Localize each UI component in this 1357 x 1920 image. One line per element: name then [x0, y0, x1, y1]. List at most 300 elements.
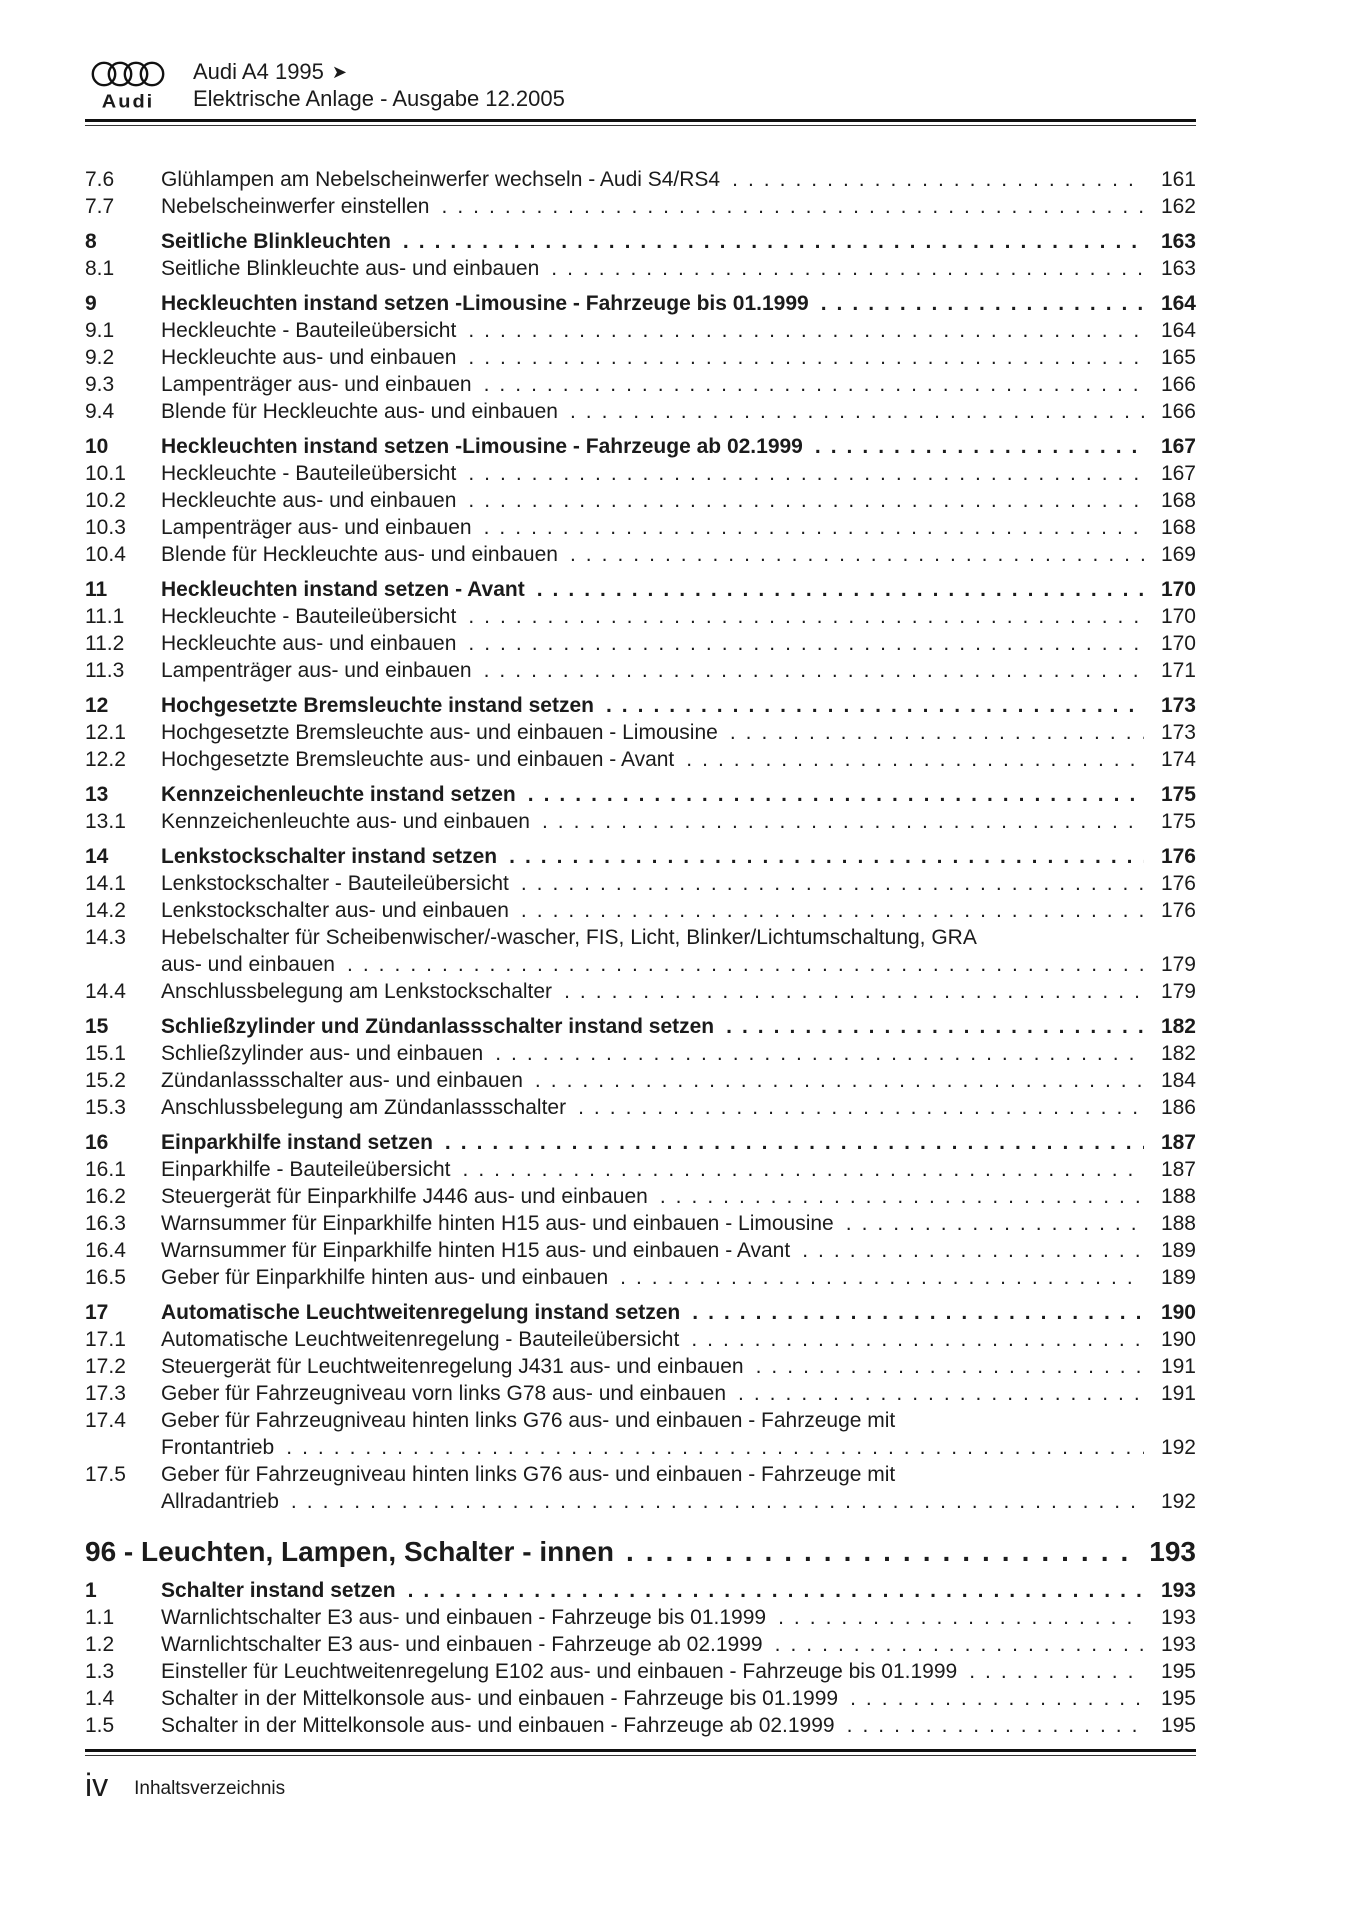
page-number-roman: iv — [85, 1767, 109, 1803]
dot-leader — [692, 1299, 1144, 1326]
toc-entry-page: 193 — [1160, 1606, 1196, 1629]
dot-leader — [732, 166, 1144, 193]
toc-entry-content — [161, 1040, 1196, 1067]
toc-entry-content — [161, 781, 1196, 808]
dot-leader — [484, 657, 1144, 684]
toc-entry-line2 — [161, 951, 1196, 978]
toc-entry-title: Lenkstockschalter instand setzen — [161, 845, 498, 868]
toc-entry-number: 1 — [85, 1579, 97, 1602]
toc-entry-row — [85, 1094, 1196, 1121]
toc-entry-number: 10.3 — [85, 516, 126, 539]
toc-entry-content — [161, 344, 1196, 371]
toc-entry-title: Hochgesetzte Bremsleuchte aus- und einbauen - Avant — [161, 748, 675, 771]
toc-entry-number: 14.4 — [85, 980, 126, 1003]
toc-entry-page: 176 — [1160, 899, 1196, 922]
toc-entry-number: 17 — [85, 1301, 109, 1324]
toc-entry-title-continued: Frontantrieb — [161, 1436, 275, 1459]
toc-entry-page: 188 — [1160, 1185, 1196, 1208]
toc-entry-number: 1.3 — [85, 1660, 115, 1683]
toc-entry-number: 15.2 — [85, 1069, 126, 1092]
toc-entry-number: 16.5 — [85, 1266, 126, 1289]
toc-entry-content — [161, 1237, 1196, 1264]
dot-leader — [286, 1434, 1144, 1461]
toc-entry-page: 164 — [1160, 292, 1196, 315]
dot-leader — [468, 344, 1144, 371]
toc-entry-title: Heckleuchten instand setzen -Limousine - Fahrzeuge bis 01.1999 — [161, 292, 809, 315]
dot-leader — [847, 1712, 1144, 1739]
toc-entry-title: Blende für Heckleuchte aus- und einbauen — [161, 400, 558, 423]
dot-leader — [408, 1577, 1144, 1604]
dot-leader — [691, 1326, 1144, 1353]
toc-entry-content — [161, 290, 1196, 317]
dot-leader — [570, 398, 1144, 425]
dot-leader — [969, 1658, 1144, 1685]
toc-entry-title: Seitliche Blinkleuchte aus- und einbauen — [161, 257, 540, 280]
header-titles — [193, 56, 565, 112]
toc-entry-title: Lampenträger aus- und einbauen — [161, 516, 472, 539]
model-title: Audi A4 1995 — [193, 59, 324, 84]
toc-entry-row — [85, 576, 1196, 603]
toc-entry-number: 9.2 — [85, 346, 115, 369]
dot-leader — [468, 603, 1144, 630]
dot-leader — [660, 1183, 1144, 1210]
toc-entry-page: 191 — [1160, 1382, 1196, 1405]
toc-entry-row — [85, 1013, 1196, 1040]
toc-entry-row — [85, 1210, 1196, 1237]
dot-leader — [484, 371, 1144, 398]
toc-entry-title: Hochgesetzte Bremsleuchte aus- und einbauen - Limousine — [161, 721, 718, 744]
toc-entry-content — [161, 228, 1196, 255]
toc-entry-page: 179 — [1160, 953, 1196, 976]
toc-entry-content — [161, 897, 1196, 924]
toc-entry-page: 191 — [1160, 1355, 1196, 1378]
toc-entry-number: 15 — [85, 1015, 109, 1038]
audi-rings-icon — [91, 58, 165, 90]
toc-entry-row — [85, 1577, 1196, 1604]
dot-leader — [620, 1264, 1144, 1291]
toc-entry-row — [85, 344, 1196, 371]
toc-entry-page: 176 — [1160, 845, 1196, 868]
toc-entry-page: 175 — [1160, 810, 1196, 833]
toc-entry-title: Schalter in der Mittelkonsole aus- und einbauen - Fahrzeuge bis 01.1999 — [161, 1687, 839, 1710]
toc-entry-row — [85, 808, 1196, 835]
toc-entry-number: 14.2 — [85, 899, 126, 922]
toc-entry-row — [85, 1658, 1196, 1685]
dot-leader — [821, 290, 1144, 317]
toc-entry-row — [85, 1407, 1196, 1461]
toc-entry-title: Einsteller für Leuchtweitenregelung E102 aus- und einbauen - Fahrzeuge bis 01.1999 — [161, 1660, 958, 1683]
toc-entry-title: Schließzylinder und Zündanlassschalter instand setzen — [161, 1015, 715, 1038]
dot-leader — [468, 487, 1144, 514]
toc-entry-number: 11.2 — [85, 632, 125, 655]
document-title: Elektrische Anlage - Ausgabe 12.2005 — [193, 86, 565, 111]
toc-entry-page: 193 — [1160, 1633, 1196, 1656]
toc-entry-content — [161, 576, 1196, 603]
toc-entry-content — [161, 1712, 1196, 1739]
toc-entry-content — [161, 1264, 1196, 1291]
toc-entry-title: Heckleuchte - Bauteileübersicht — [161, 605, 457, 628]
toc-entry-page: 164 — [1160, 319, 1196, 342]
toc-entry-row — [85, 870, 1196, 897]
dot-leader — [626, 1535, 1139, 1569]
toc-entry-title: 96 - Leuchten, Lampen, Schalter - innen — [85, 1536, 614, 1567]
toc-entry-content — [161, 1094, 1196, 1121]
toc-entry-content — [161, 487, 1196, 514]
toc-entry-content — [161, 843, 1196, 870]
toc-entry-title: Warnsummer für Einparkhilfe hinten H15 aus- und einbauen - Avant — [161, 1239, 791, 1262]
toc-entry-number: 13.1 — [85, 810, 126, 833]
toc-entry-number: 8 — [85, 230, 97, 253]
dot-leader — [537, 576, 1144, 603]
toc-entry-row — [85, 657, 1196, 684]
toc-entry-title: Automatische Leuchtweitenregelung instand setzen — [161, 1301, 681, 1324]
toc-entry-page: 168 — [1160, 489, 1196, 512]
toc-entry-page: 173 — [1160, 721, 1196, 744]
toc-entry-content — [161, 1658, 1196, 1685]
toc-entry-title: Schalter instand setzen — [161, 1579, 396, 1602]
toc-entry-page: 190 — [1160, 1328, 1196, 1351]
toc-entry-content — [161, 1380, 1196, 1407]
toc-entry-title: Seitliche Blinkleuchten — [161, 230, 391, 253]
toc-entry-page: 170 — [1160, 578, 1196, 601]
toc-entry-title: Heckleuchte - Bauteileübersicht — [161, 319, 457, 342]
dot-leader — [403, 228, 1144, 255]
toc-entry-page: 169 — [1160, 543, 1196, 566]
toc-entry-content — [161, 719, 1196, 746]
dot-leader — [778, 1604, 1144, 1631]
dot-leader — [484, 514, 1144, 541]
toc-entry-title: Schließzylinder aus- und einbauen — [161, 1042, 484, 1065]
toc-entry-row — [85, 1040, 1196, 1067]
toc-entry-page: 163 — [1160, 257, 1196, 280]
dot-leader — [468, 317, 1144, 344]
toc-entry-title: Geber für Fahrzeugniveau hinten links G76 aus- und einbauen - Fahrzeuge mit — [161, 1409, 896, 1432]
toc-entry-content — [85, 1535, 1196, 1569]
toc-entry-number: 1.5 — [85, 1714, 115, 1737]
toc-entry-content — [161, 1577, 1196, 1604]
dot-leader — [775, 1631, 1144, 1658]
toc-entry-content — [161, 1685, 1196, 1712]
toc-entry-row — [85, 746, 1196, 773]
toc-entry-page: 166 — [1160, 373, 1196, 396]
toc-entry-page: 179 — [1160, 980, 1196, 1003]
dot-leader — [441, 193, 1144, 220]
toc-entry-title: Anschlussbelegung am Zündanlassschalter — [161, 1096, 567, 1119]
toc-entry-content — [161, 1604, 1196, 1631]
toc-entry-number: 12.1 — [85, 721, 126, 744]
toc-entry-content — [161, 1353, 1196, 1380]
toc-entry-number: 17.1 — [85, 1328, 126, 1351]
toc-entry-number: 9.4 — [85, 400, 115, 423]
toc-entry-row — [85, 1461, 1196, 1515]
toc-entry-row — [85, 398, 1196, 425]
toc-entry-number: 17.4 — [85, 1409, 126, 1432]
toc-entry-title: Heckleuchte aus- und einbauen — [161, 632, 457, 655]
right-arrow-icon: ➤ — [331, 61, 347, 82]
dot-leader — [850, 1685, 1144, 1712]
toc-entry-page: 182 — [1160, 1015, 1196, 1038]
toc-entry-title: Warnlichtschalter E3 aus- und einbauen - Fahrzeuge ab 02.1999 — [161, 1633, 763, 1656]
toc-entry-number: 12 — [85, 694, 109, 717]
toc-entry-row — [85, 541, 1196, 568]
toc-entry-number: 16.3 — [85, 1212, 126, 1235]
toc-entry-page: 192 — [1160, 1436, 1196, 1459]
toc-entry-row — [85, 228, 1196, 255]
toc-entry-title: Schalter in der Mittelkonsole aus- und einbauen - Fahrzeuge ab 02.1999 — [161, 1714, 835, 1737]
toc-entry-row — [85, 978, 1196, 1005]
toc-entry-content — [161, 746, 1196, 773]
toc-entry-row — [85, 1156, 1196, 1183]
toc-entry-row — [85, 371, 1196, 398]
toc-entry-row — [85, 1129, 1196, 1156]
dot-leader — [535, 1067, 1144, 1094]
toc-entry-number: 14.3 — [85, 926, 126, 949]
toc-entry-row — [85, 1299, 1196, 1326]
toc-entry-content — [161, 460, 1196, 487]
toc-entry-line2 — [161, 1434, 1196, 1461]
dot-leader — [815, 433, 1144, 460]
toc-entry-content — [161, 630, 1196, 657]
toc-entry-page: 163 — [1160, 230, 1196, 253]
toc-entry-title: Heckleuchte aus- und einbauen — [161, 346, 457, 369]
toc-entry-row — [85, 897, 1196, 924]
footer-rule — [85, 1749, 1196, 1756]
toc-entry-page: 162 — [1160, 195, 1196, 218]
toc-entry-content — [161, 1299, 1196, 1326]
toc-entry-content — [161, 603, 1196, 630]
toc-entry-page: 195 — [1160, 1714, 1196, 1737]
toc-entry-content — [161, 924, 1196, 978]
dot-leader — [730, 719, 1144, 746]
toc-entry-title: Automatische Leuchtweitenregelung - Bauteileübersicht — [161, 1328, 680, 1351]
toc-entry-title: Geber für Fahrzeugniveau vorn links G78 aus- und einbauen — [161, 1382, 727, 1405]
toc-entry-page: 184 — [1160, 1069, 1196, 1092]
toc-entry-page: 187 — [1160, 1158, 1196, 1181]
toc-entry-page: 171 — [1160, 659, 1196, 682]
audi-logo — [85, 56, 171, 114]
toc-entry-row — [85, 1685, 1196, 1712]
toc-entry-title: Nebelscheinwerfer einstellen — [161, 195, 430, 218]
toc-entry-content — [161, 808, 1196, 835]
toc-entry-content — [161, 166, 1196, 193]
toc-entry-content — [161, 541, 1196, 568]
toc-entry-content — [161, 371, 1196, 398]
toc-entry-title: Hebelschalter für Scheibenwischer/-wascher, FIS, Licht, Blinker/Lichtumschaltung, GRA — [161, 926, 977, 949]
dot-leader — [347, 951, 1144, 978]
toc-entry-number: 16 — [85, 1131, 109, 1154]
dot-leader — [726, 1013, 1144, 1040]
toc-entry-row — [85, 255, 1196, 282]
toc-entry-content — [161, 1183, 1196, 1210]
toc-entry-page: 189 — [1160, 1266, 1196, 1289]
toc-entry-number: 9 — [85, 292, 97, 315]
toc-entry-page: 195 — [1160, 1660, 1196, 1683]
toc-entry-page: 193 — [1149, 1536, 1196, 1567]
dot-leader — [521, 870, 1144, 897]
dot-leader — [542, 808, 1144, 835]
toc-entry-title: Warnlichtschalter E3 aus- und einbauen - Fahrzeuge bis 01.1999 — [161, 1606, 767, 1629]
toc-entry-row — [85, 1237, 1196, 1264]
toc-entry-page: 195 — [1160, 1687, 1196, 1710]
dot-leader — [564, 978, 1144, 1005]
toc-entry-number: 9.3 — [85, 373, 115, 396]
dot-leader — [551, 255, 1144, 282]
dot-leader — [468, 630, 1144, 657]
toc-entry-page: 186 — [1160, 1096, 1196, 1119]
toc-entry-content — [161, 1631, 1196, 1658]
dot-leader — [495, 1040, 1144, 1067]
toc-entry-page: 182 — [1160, 1042, 1196, 1065]
page-header — [85, 56, 1196, 114]
toc-entry-page: 168 — [1160, 516, 1196, 539]
dot-leader — [738, 1380, 1144, 1407]
toc-entry-number: 11 — [85, 578, 108, 601]
toc-entry-page: 165 — [1160, 346, 1196, 369]
dot-leader — [509, 843, 1144, 870]
toc-entry-title: Kennzeichenleuchte aus- und einbauen — [161, 810, 530, 833]
toc-entry-number: 10 — [85, 435, 109, 458]
toc-entry-number: 9.1 — [85, 319, 115, 342]
toc-entry-number: 11.1 — [85, 605, 125, 628]
toc-entry-page: 170 — [1160, 605, 1196, 628]
toc-entry-number: 14.1 — [85, 872, 126, 895]
toc-entry-row — [85, 719, 1196, 746]
page-footer — [85, 1768, 1196, 1802]
toc-entry-row — [85, 193, 1196, 220]
toc-entry-row — [85, 924, 1196, 978]
toc-entry-line2 — [161, 1488, 1196, 1515]
toc-entry-title: Kennzeichenleuchte instand setzen — [161, 783, 516, 806]
toc-entry-number: 7.6 — [85, 168, 115, 191]
toc-entry-title: Steuergerät für Einparkhilfe J446 aus- und einbauen — [161, 1185, 648, 1208]
toc-entry-title-continued: Allradantrieb — [161, 1490, 279, 1513]
toc-entry-row — [85, 843, 1196, 870]
toc-entry-title: Heckleuchte aus- und einbauen — [161, 489, 457, 512]
toc-entry-row — [85, 781, 1196, 808]
toc-entry-title: Geber für Einparkhilfe hinten aus- und einbauen — [161, 1266, 609, 1289]
toc-entry-title: Zündanlassschalter aus- und einbauen — [161, 1069, 523, 1092]
toc-entry-title: Blende für Heckleuchte aus- und einbauen — [161, 543, 558, 566]
toc-entry-title: Warnsummer für Einparkhilfe hinten H15 aus- und einbauen - Limousine — [161, 1212, 834, 1235]
dot-leader — [528, 781, 1144, 808]
toc-entry-title: Heckleuchten instand setzen - Avant — [161, 578, 525, 601]
dot-leader — [578, 1094, 1144, 1121]
toc-entry-number: 16.4 — [85, 1239, 126, 1262]
toc-entry-page: 173 — [1160, 694, 1196, 717]
toc-entry-number: 10.1 — [85, 462, 126, 485]
toc-entry-title: Lampenträger aus- und einbauen — [161, 373, 472, 396]
toc-entry-content — [161, 514, 1196, 541]
toc-entry-row — [85, 1264, 1196, 1291]
toc-entry-page: 167 — [1160, 462, 1196, 485]
toc-entry-number: 17.2 — [85, 1355, 126, 1378]
toc-entry-content — [161, 1067, 1196, 1094]
table-of-contents — [85, 166, 1196, 1739]
toc-entry-number: 17.5 — [85, 1463, 126, 1486]
dot-leader — [463, 1156, 1145, 1183]
toc-entry-number: 8.1 — [85, 257, 115, 280]
toc-entry-row — [85, 603, 1196, 630]
toc-entry-number: 16.1 — [85, 1158, 126, 1181]
dot-leader — [606, 692, 1144, 719]
toc-entry-page: 187 — [1160, 1131, 1196, 1154]
toc-entry-page: 190 — [1160, 1301, 1196, 1324]
toc-entry-title: Anschlussbelegung am Lenkstockschalter — [161, 980, 553, 1003]
toc-entry-content — [161, 1407, 1196, 1461]
toc-entry-number: 1.4 — [85, 1687, 115, 1710]
toc-entry-page: 188 — [1160, 1212, 1196, 1235]
toc-entry-row — [85, 630, 1196, 657]
toc-entry-title-continued: aus- und einbauen — [161, 953, 335, 976]
toc-entry-content — [161, 193, 1196, 220]
toc-entry-content — [161, 1461, 1196, 1515]
toc-entry-content — [161, 657, 1196, 684]
toc-entry-number: 13 — [85, 783, 109, 806]
toc-entry-content — [161, 1326, 1196, 1353]
toc-entry-title: Geber für Fahrzeugniveau hinten links G76 aus- und einbauen - Fahrzeuge mit — [161, 1463, 896, 1486]
audi-wordmark: Audi — [101, 91, 155, 113]
toc-entry-row — [85, 1712, 1196, 1739]
toc-entry-row — [85, 166, 1196, 193]
toc-entry-row — [85, 1353, 1196, 1380]
toc-entry-content — [161, 978, 1196, 1005]
toc-entry-row — [85, 290, 1196, 317]
toc-entry-row — [85, 433, 1196, 460]
toc-entry-title: Einparkhilfe instand setzen — [161, 1131, 433, 1154]
toc-entry-page: 189 — [1160, 1239, 1196, 1262]
toc-entry-row — [85, 1183, 1196, 1210]
toc-entry-row — [85, 1067, 1196, 1094]
toc-entry-content — [161, 692, 1196, 719]
toc-entry-title: Einparkhilfe - Bauteileübersicht — [161, 1158, 451, 1181]
dot-leader — [521, 897, 1144, 924]
toc-entry-row — [85, 317, 1196, 344]
toc-entry-content — [161, 1013, 1196, 1040]
toc-entry-page: 161 — [1160, 168, 1196, 191]
toc-entry-row — [85, 692, 1196, 719]
toc-entry-number: 10.4 — [85, 543, 126, 566]
toc-entry-content — [161, 1210, 1196, 1237]
toc-entry-page: 170 — [1160, 632, 1196, 655]
toc-entry-title: Glühlampen am Nebelscheinwerfer wechseln - Audi S4/RS4 — [161, 168, 721, 191]
toc-entry-row — [85, 1326, 1196, 1353]
toc-entry-row — [85, 1604, 1196, 1631]
toc-entry-row — [85, 460, 1196, 487]
dot-leader — [686, 746, 1144, 773]
toc-entry-page: 176 — [1160, 872, 1196, 895]
toc-entry-content — [161, 255, 1196, 282]
dot-leader — [802, 1237, 1144, 1264]
toc-entry-number: 15.1 — [85, 1042, 126, 1065]
toc-entry-number: 1.2 — [85, 1633, 115, 1656]
toc-entry-content — [161, 433, 1196, 460]
toc-entry-page: 167 — [1160, 435, 1196, 458]
toc-entry-page: 166 — [1160, 400, 1196, 423]
toc-entry-page: 192 — [1160, 1490, 1196, 1513]
toc-entry-title: Steuergerät für Leuchtweitenregelung J431 aus- und einbauen — [161, 1355, 744, 1378]
toc-entry-title: Heckleuchte - Bauteileübersicht — [161, 462, 457, 485]
toc-entry-row — [85, 1380, 1196, 1407]
dot-leader — [756, 1353, 1144, 1380]
toc-entry-number: 15.3 — [85, 1096, 126, 1119]
toc-entry-content — [161, 1156, 1196, 1183]
toc-entry-content — [161, 1129, 1196, 1156]
toc-entry-row — [85, 514, 1196, 541]
toc-entry-row — [85, 1631, 1196, 1658]
header-rule — [85, 119, 1196, 126]
toc-entry-title: Lenkstockschalter aus- und einbauen — [161, 899, 509, 922]
toc-entry-content — [161, 398, 1196, 425]
